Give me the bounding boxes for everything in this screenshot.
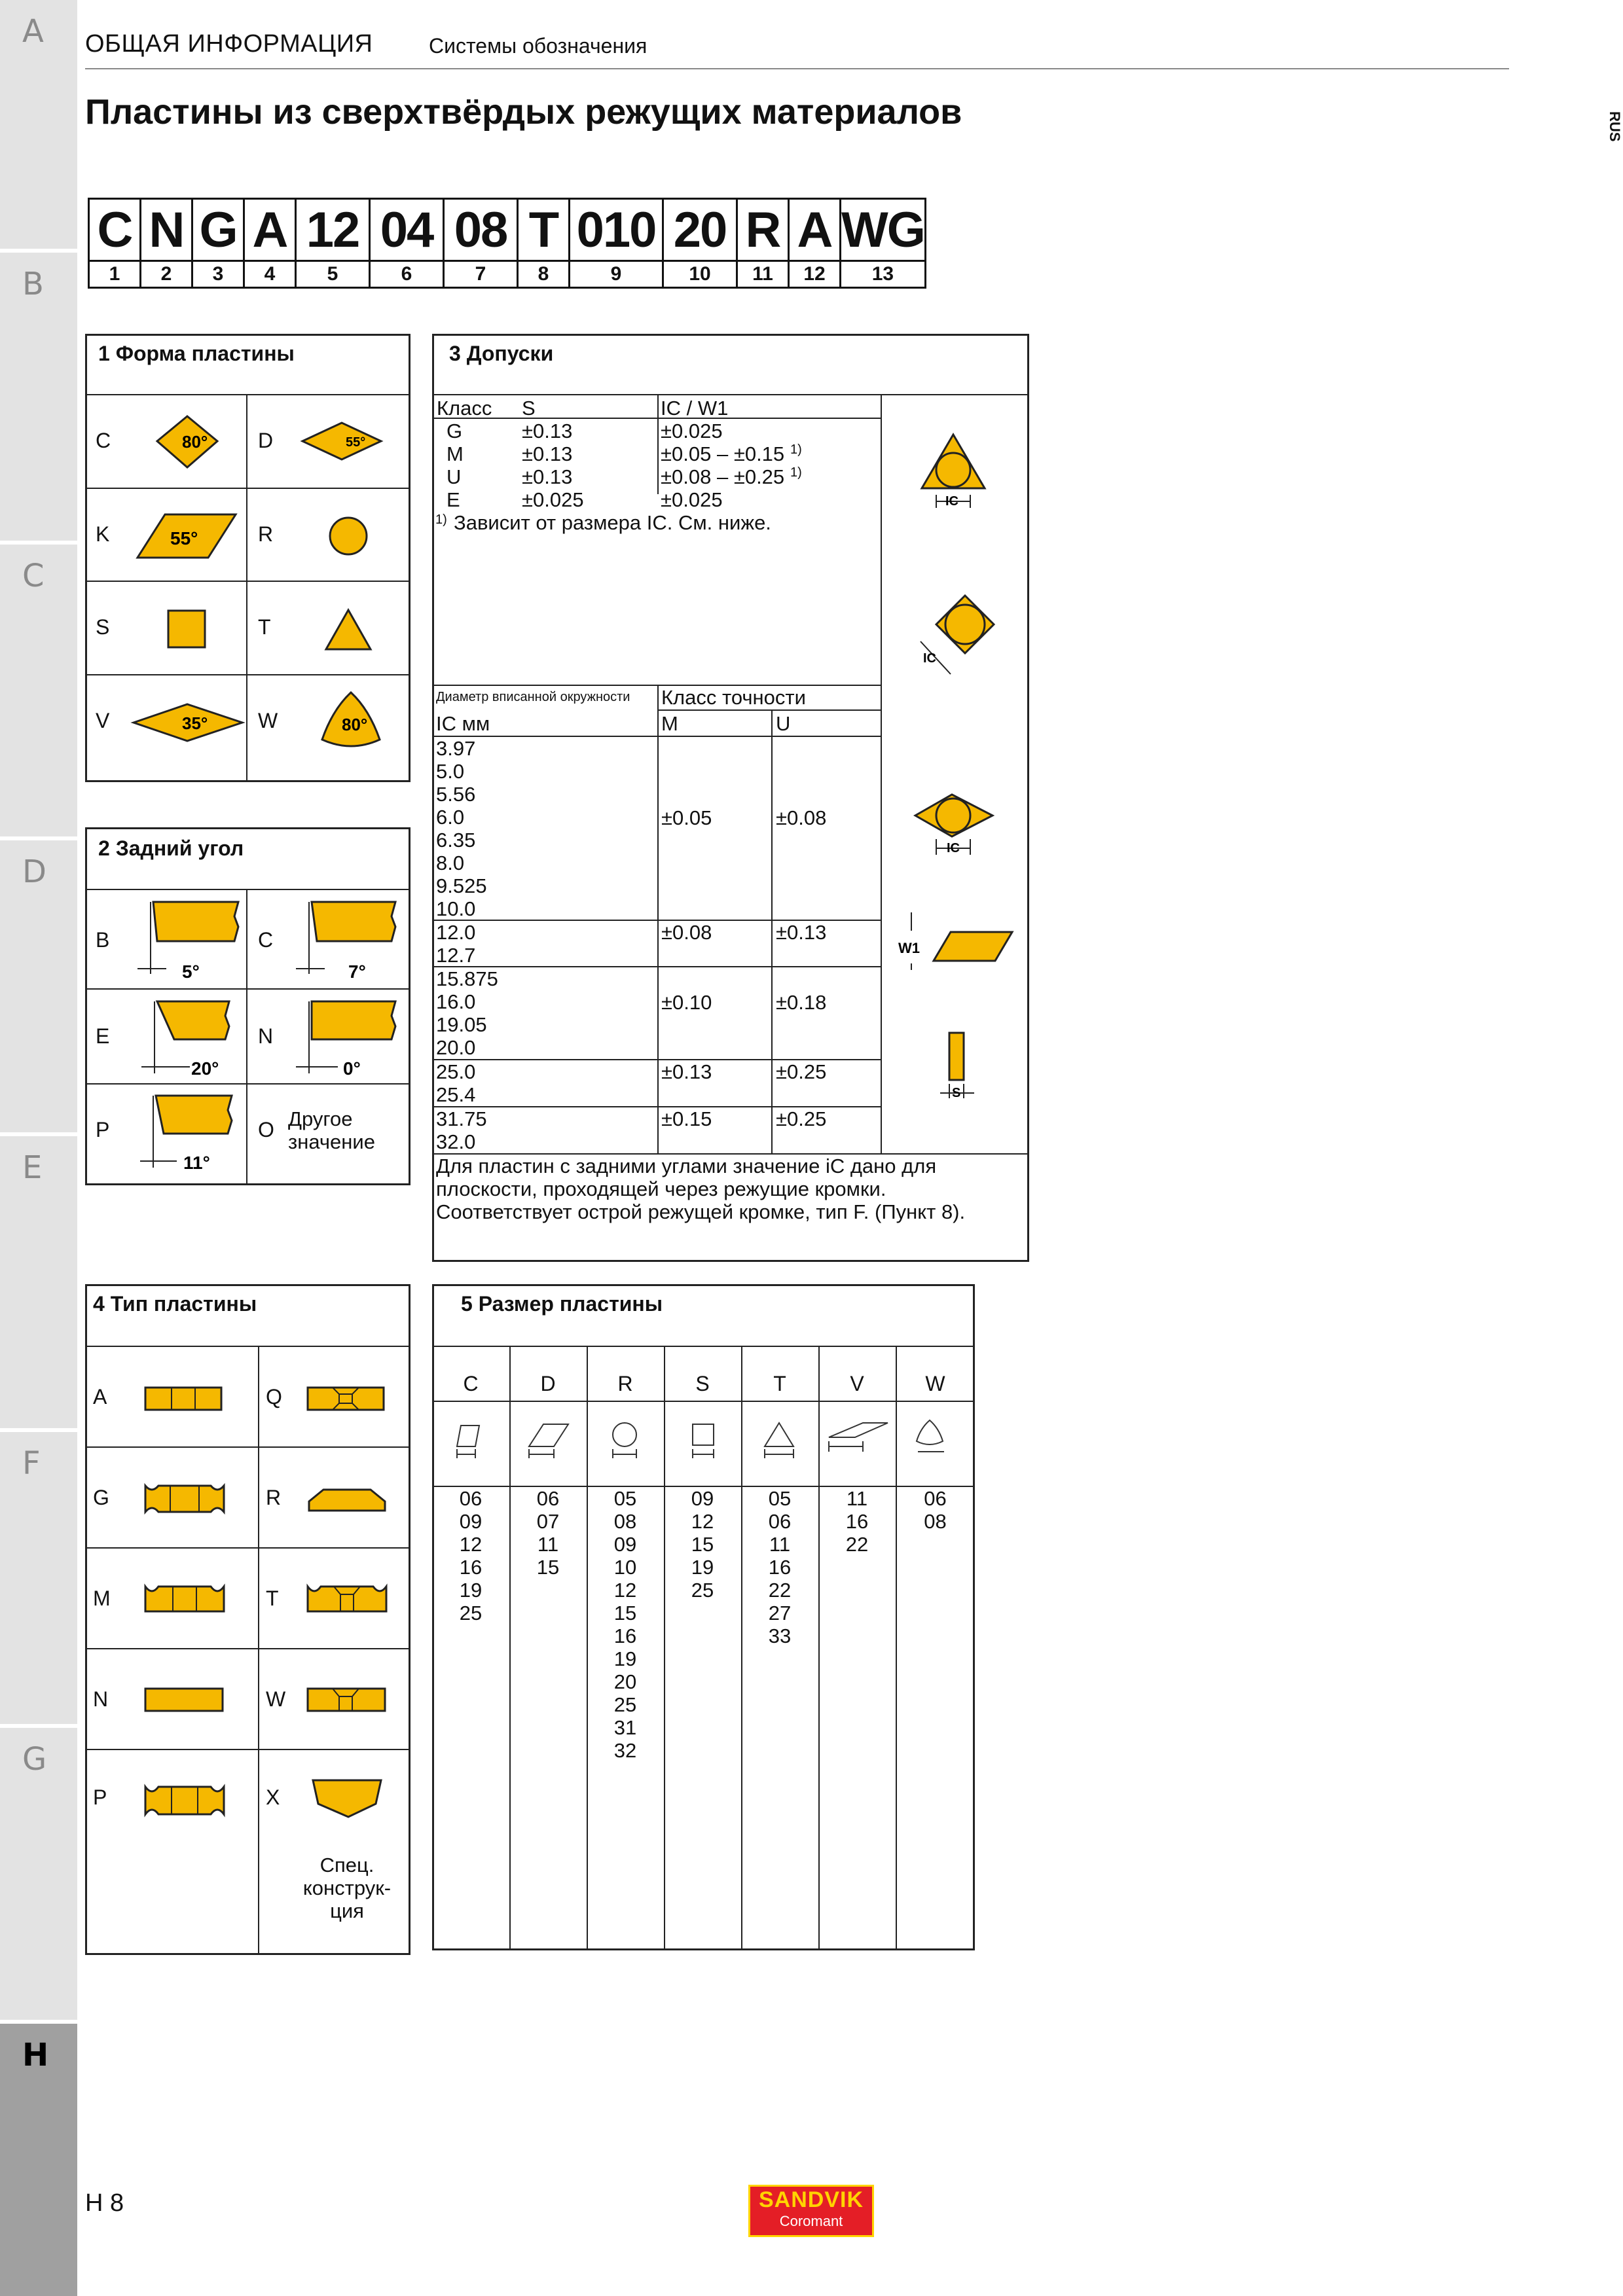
size-values-v <box>818 1487 896 1556</box>
size-value: 08 <box>613 1510 637 1533</box>
size-value: 22 <box>768 1579 792 1602</box>
size-value: 12 <box>613 1579 637 1602</box>
w1-label: W1 <box>898 940 920 956</box>
logo-line1: SANDVIK <box>758 2187 864 2212</box>
type-p-icon <box>144 1784 225 1817</box>
shape-angle-w: 80° <box>342 715 368 734</box>
page-title: Пластины из сверхтвёрдых режущих материалов <box>85 92 962 132</box>
type-g-icon <box>144 1483 225 1515</box>
type-n-icon <box>144 1687 224 1713</box>
size-value: 20 <box>613 1670 637 1693</box>
size-value: 25 <box>613 1693 637 1716</box>
size-values-w <box>896 1487 975 1533</box>
tol-footnote: Зависит от размера IC. См. ниже. <box>454 511 771 534</box>
tol-col-s: S <box>522 397 536 420</box>
type-a-icon <box>144 1386 223 1412</box>
tolerance-note <box>436 1155 965 1223</box>
size-col-c: C <box>463 1372 479 1395</box>
code-letter: 010 <box>570 199 663 261</box>
parallelogram-w1-icon <box>898 911 1016 970</box>
ic-size-group-4 <box>436 1060 475 1106</box>
divider <box>85 1749 410 1750</box>
ic-size: 6.35 <box>436 829 476 852</box>
note-line: Для пластин с задними углами значение iC дано для <box>436 1155 937 1177</box>
divider <box>881 394 882 1153</box>
clearance-20-icon <box>131 997 242 1083</box>
special-line: Спец. <box>319 1854 374 1876</box>
shape-letter-s: S <box>96 615 110 639</box>
clearance-letter-n: N <box>258 1024 274 1048</box>
ic-size-group-1 <box>436 737 487 920</box>
size-value: 09 <box>459 1510 483 1533</box>
type-letter-q: Q <box>266 1385 282 1408</box>
size-value: 06 <box>924 1487 947 1510</box>
size-value: 16 <box>613 1624 637 1647</box>
type-letter-a: A <box>93 1385 107 1408</box>
ic-size: 31.75 <box>436 1107 487 1130</box>
tol-class: G <box>447 420 463 442</box>
clearance-5-icon <box>131 898 242 983</box>
size-values-r <box>587 1487 664 1762</box>
ic-size: 12.7 <box>436 944 476 967</box>
group-2-u: ±0.13 <box>776 921 827 944</box>
size-v-outline-icon <box>826 1418 892 1463</box>
divider <box>657 394 659 494</box>
size-value: 32 <box>613 1739 637 1762</box>
side-tab-a[interactable]: A <box>0 0 77 249</box>
tol-s: ±0.13 <box>522 442 573 465</box>
size-col-t: T <box>773 1372 786 1395</box>
note-line: Соответствует острой режущей кромке, тип F. (Пункт 8). <box>436 1200 966 1223</box>
triangle-insert-icon <box>323 607 373 652</box>
size-value: 15 <box>691 1533 714 1556</box>
divider <box>818 1346 820 1950</box>
type-special-text <box>282 1854 412 1922</box>
tol-ic: ±0.025 <box>661 488 723 511</box>
clearance-letter-o: O <box>258 1118 274 1141</box>
code-number: 1 <box>89 261 141 288</box>
code-letter: A <box>789 199 841 261</box>
round-insert-icon <box>327 515 369 557</box>
ic-size: 20.0 <box>436 1036 476 1059</box>
code-number: 10 <box>663 261 737 288</box>
divider <box>432 736 881 737</box>
tol-class: E <box>447 488 460 511</box>
ic-size: 25.4 <box>436 1083 476 1106</box>
group-1-m: ±0.05 <box>661 806 712 829</box>
divider <box>246 394 247 782</box>
type-letter-r: R <box>266 1486 282 1509</box>
code-letter: N <box>141 199 192 261</box>
group-2-m: ±0.08 <box>661 921 712 944</box>
tol-footnote-mark: 1) <box>435 512 447 527</box>
size-value: 11 <box>537 1533 559 1556</box>
group-3-m: ±0.10 <box>661 991 712 1014</box>
size-value: 08 <box>924 1510 947 1533</box>
divider <box>509 1346 511 1950</box>
col-m: M <box>661 712 678 735</box>
divider <box>771 709 773 1153</box>
divider <box>85 988 410 990</box>
group-3-u: ±0.18 <box>776 991 827 1014</box>
code-letter: 20 <box>663 199 737 261</box>
type-letter-w: W <box>266 1687 286 1711</box>
divider <box>85 889 410 890</box>
dia-header: Диаметр вписанной окружности <box>436 690 630 704</box>
clearance-11-icon <box>131 1092 242 1177</box>
special-line: конструк- <box>302 1876 392 1899</box>
shape-angle-v: 35° <box>182 713 208 733</box>
sandvik-coromant-logo <box>748 2185 874 2237</box>
size-value: 06 <box>768 1510 792 1533</box>
size-value: 16 <box>768 1556 792 1579</box>
insert-thickness-s-icon <box>935 1030 981 1109</box>
size-col-d: D <box>540 1372 556 1395</box>
side-tab-e[interactable]: E <box>0 1136 77 1428</box>
note-line: плоскости, проходящей через режущие кромки. <box>436 1177 886 1200</box>
shape-letter-w: W <box>258 709 278 732</box>
side-tab-g[interactable]: G <box>0 1728 77 2020</box>
code-number: 3 <box>192 261 244 288</box>
size-value: 11 <box>846 1487 868 1510</box>
size-col-v: V <box>850 1372 864 1395</box>
ic-size: 12.0 <box>436 921 476 944</box>
shape-letter-r: R <box>258 522 274 546</box>
divider <box>432 966 881 967</box>
tol-class: U <box>447 465 462 488</box>
size-col-s: S <box>695 1372 710 1395</box>
clearance-angle-b: 5° <box>182 961 200 982</box>
code-letter: 04 <box>370 199 444 261</box>
divider <box>246 889 247 1185</box>
clearance-other-line1: Другое <box>288 1107 353 1130</box>
ic-size-group-5 <box>436 1107 487 1153</box>
clearance-letter-p: P <box>96 1118 110 1141</box>
size-value: 22 <box>845 1533 869 1556</box>
size-values-d <box>509 1487 587 1579</box>
clearance-angle-e: 20° <box>191 1058 219 1079</box>
shape-section-title: 1 Форма пластины <box>98 342 295 365</box>
shape-letter-d: D <box>258 429 274 452</box>
type-letter-t: T <box>266 1587 279 1610</box>
shape-letter-c: C <box>96 429 111 452</box>
clearance-letter-e: E <box>96 1024 110 1048</box>
tol-class: M <box>447 442 464 465</box>
tol-s: ±0.13 <box>522 465 573 488</box>
divider <box>432 1401 975 1402</box>
code-letter: WG <box>841 199 926 261</box>
size-value: 31 <box>613 1716 637 1739</box>
header-rule <box>85 68 1509 69</box>
s-label: S <box>952 1086 961 1100</box>
size-value: 15 <box>536 1556 560 1579</box>
tol-ic: ±0.05 – ±0.15 <box>661 442 785 465</box>
clearance-letter-b: B <box>96 928 110 952</box>
size-d-outline-icon <box>526 1420 572 1466</box>
shape-letter-v: V <box>96 709 110 732</box>
header-section: ОБЩАЯ ИНФОРМАЦИЯ <box>85 30 373 58</box>
size-value: 11 <box>769 1533 791 1556</box>
ic-size: 5.56 <box>436 783 476 806</box>
type-w-icon <box>306 1687 386 1713</box>
type-section-title: 4 Тип пластины <box>93 1292 257 1316</box>
designation-code-table <box>88 198 926 289</box>
page-number: H 8 <box>85 2189 124 2217</box>
size-value: 25 <box>691 1579 714 1602</box>
clearance-section-title: 2 Задний угол <box>98 836 244 860</box>
size-col-r: R <box>617 1372 633 1395</box>
divider <box>85 1446 410 1448</box>
divider <box>432 418 881 419</box>
header-subsection: Системы обозначения <box>429 34 647 58</box>
ic-mm-label: IC мм <box>436 712 490 735</box>
ic-size: 6.0 <box>436 806 465 829</box>
size-value: 09 <box>691 1487 714 1510</box>
code-number: 12 <box>789 261 841 288</box>
shape-letter-t: T <box>258 615 271 639</box>
clearance-angle-p: 11° <box>183 1153 210 1173</box>
group-4-u: ±0.25 <box>776 1060 827 1083</box>
divider <box>657 685 659 1153</box>
shape-angle-d: 55° <box>346 435 366 450</box>
size-value: 05 <box>613 1487 637 1510</box>
type-r-icon <box>308 1487 386 1513</box>
language-code: RUS <box>1607 111 1623 142</box>
size-c-outline-icon <box>452 1420 491 1466</box>
type-letter-m: M <box>93 1587 111 1610</box>
size-r-outline-icon <box>609 1420 642 1466</box>
divider <box>896 1346 897 1950</box>
square-ic-icon <box>914 593 999 682</box>
type-x-icon <box>310 1778 384 1821</box>
size-section-title: 5 Размер пластины <box>461 1292 663 1316</box>
size-values-s <box>664 1487 741 1602</box>
divider <box>85 394 410 395</box>
shape-angle-k: 55° <box>170 528 198 548</box>
clearance-angle-n: 0° <box>343 1058 361 1079</box>
triangle-ic-icon <box>919 432 991 514</box>
shape-angle-c: 80° <box>182 432 208 452</box>
ic-size-group-2 <box>436 921 475 967</box>
parallelogram-55-insert-icon <box>135 512 240 562</box>
code-letter: G <box>192 199 244 261</box>
size-value: 19 <box>613 1647 637 1670</box>
size-value: 12 <box>691 1510 714 1533</box>
divider <box>258 1346 259 1955</box>
type-letter-x: X <box>266 1785 280 1809</box>
size-value: 06 <box>536 1487 560 1510</box>
ic-label: IC <box>945 494 958 509</box>
type-letter-p: P <box>93 1785 107 1809</box>
code-number: 9 <box>570 261 663 288</box>
group-4-m: ±0.13 <box>661 1060 712 1083</box>
rhombic-55-insert-icon <box>300 419 385 465</box>
accuracy-header: Класс точности <box>661 686 806 709</box>
side-tab-f[interactable]: F <box>0 1432 77 1724</box>
size-value: 05 <box>768 1487 792 1510</box>
code-number: 8 <box>518 261 570 288</box>
size-values-c <box>432 1487 509 1624</box>
code-letter: C <box>89 199 141 261</box>
ic-size: 15.875 <box>436 967 498 990</box>
code-number: 11 <box>737 261 789 288</box>
ic-size: 32.0 <box>436 1130 476 1153</box>
ic-size-group-3 <box>436 967 498 1059</box>
type-letter-g: G <box>93 1486 109 1509</box>
divider <box>741 1346 742 1950</box>
trigon-80-insert-icon <box>317 690 385 754</box>
code-letter: 08 <box>444 199 518 261</box>
code-letter: A <box>244 199 296 261</box>
divider <box>432 685 881 686</box>
size-value: 19 <box>691 1556 714 1579</box>
logo-line2: Coromant <box>779 2213 843 2229</box>
ic-label: IC <box>947 841 960 855</box>
group-5-m: ±0.15 <box>661 1107 712 1130</box>
size-value: 33 <box>768 1624 792 1647</box>
code-letter: T <box>518 199 570 261</box>
clearance-7-icon <box>292 898 403 983</box>
tol-ic: ±0.025 <box>661 420 723 442</box>
tol-s: ±0.13 <box>522 420 573 442</box>
divider <box>432 394 1029 395</box>
size-value: 27 <box>768 1602 792 1624</box>
code-letter: R <box>737 199 789 261</box>
type-letter-n: N <box>93 1687 109 1711</box>
ic-size: 19.05 <box>436 1013 487 1036</box>
size-value: 12 <box>459 1533 483 1556</box>
code-number: 13 <box>841 261 926 288</box>
size-values-t <box>741 1487 818 1647</box>
ic-size: 8.0 <box>436 852 465 874</box>
col-u: U <box>776 712 791 735</box>
divider <box>85 488 410 489</box>
square-insert-icon <box>166 609 207 649</box>
size-value: 19 <box>459 1579 483 1602</box>
size-value: 16 <box>845 1510 869 1533</box>
side-tab-b[interactable]: B <box>0 253 77 541</box>
clearance-0-icon <box>292 997 403 1083</box>
clearance-other-line2: значение <box>288 1130 375 1153</box>
ic-size: 16.0 <box>436 990 476 1013</box>
ic-size: 9.525 <box>436 874 487 897</box>
size-t-outline-icon <box>762 1420 799 1466</box>
divider <box>85 674 410 675</box>
divider <box>85 1547 410 1549</box>
code-number: 5 <box>296 261 370 288</box>
divider <box>664 1346 665 1950</box>
size-value: 10 <box>613 1556 637 1579</box>
code-number: 4 <box>244 261 296 288</box>
size-s-outline-icon <box>689 1420 721 1466</box>
divider <box>432 1346 975 1347</box>
group-1-u: ±0.08 <box>776 806 827 829</box>
size-value: 25 <box>459 1602 483 1624</box>
size-value: 15 <box>613 1602 637 1624</box>
group-5-u: ±0.25 <box>776 1107 827 1130</box>
code-number: 2 <box>141 261 192 288</box>
ic-label: IC <box>923 651 936 666</box>
side-tab-c[interactable]: C <box>0 545 77 836</box>
divider <box>85 1648 410 1649</box>
size-value: 09 <box>613 1533 637 1556</box>
rhombic-80-insert-icon <box>155 414 220 473</box>
type-m-icon <box>144 1584 225 1614</box>
divider <box>85 1083 410 1085</box>
ic-size: 10.0 <box>436 897 476 920</box>
rhombic-35-insert-icon <box>131 702 245 744</box>
size-col-w: W <box>925 1372 945 1395</box>
size-value: 06 <box>459 1487 483 1510</box>
ic-size: 25.0 <box>436 1060 476 1083</box>
side-tab-h[interactable]: H <box>0 2024 77 2296</box>
tol-s: ±0.025 <box>522 488 584 511</box>
tol-note-mark: 1) <box>790 442 802 457</box>
code-number: 6 <box>370 261 444 288</box>
tolerance-section-title: 3 Допуски <box>449 342 554 365</box>
tol-col-ic: IC / W1 <box>661 397 729 420</box>
ic-size: 5.0 <box>436 760 465 783</box>
type-q-icon <box>306 1386 385 1412</box>
divider <box>85 1346 410 1347</box>
clearance-letter-c: C <box>258 928 274 952</box>
tol-ic: ±0.08 – ±0.25 <box>661 465 785 488</box>
rhombic-ic-icon <box>911 789 996 861</box>
side-tab-d[interactable]: D <box>0 840 77 1132</box>
code-letter: 12 <box>296 199 370 261</box>
code-number: 7 <box>444 261 518 288</box>
clearance-angle-c: 7° <box>348 961 366 982</box>
tol-col-class: Класс <box>437 397 492 420</box>
type-t-icon <box>306 1584 388 1614</box>
size-value: 16 <box>459 1556 483 1579</box>
size-w-outline-icon <box>913 1418 958 1463</box>
divider <box>85 581 410 582</box>
tol-note-mark: 1) <box>790 465 802 480</box>
shape-letter-k: K <box>96 522 110 546</box>
size-value: 07 <box>536 1510 560 1533</box>
divider <box>657 709 881 711</box>
ic-size: 3.97 <box>436 737 476 760</box>
special-line: ция <box>330 1899 364 1922</box>
